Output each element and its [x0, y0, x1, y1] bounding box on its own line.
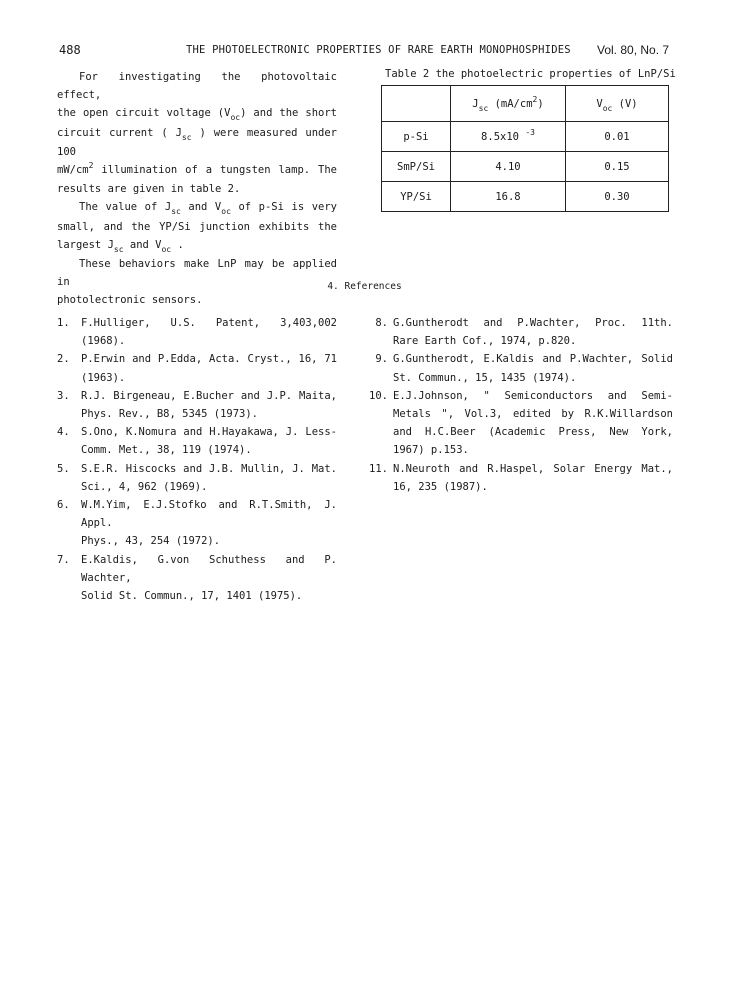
reference-number: 4.	[57, 426, 70, 439]
reference-line: 16, 235 (1987).	[393, 480, 488, 493]
subscript: oc	[230, 113, 241, 123]
cell-voc: 0.15	[566, 152, 669, 182]
text-line	[57, 104, 337, 123]
text-run: V	[596, 97, 603, 110]
reference-line: (1963).	[81, 371, 126, 384]
cell-jsc	[451, 122, 566, 152]
page-number: 488	[59, 43, 81, 57]
text-run: and V	[123, 238, 162, 251]
cell-jsc: 16.8	[451, 182, 566, 212]
text-line	[57, 124, 337, 161]
reference-item	[57, 387, 337, 423]
subscript: oc	[602, 103, 613, 113]
reference-line: N.Neuroth and R.Haspel, Solar Energy Mat.,	[393, 462, 673, 475]
cell-voc: 0.01	[566, 122, 669, 152]
text-run: results are given in table 2.	[57, 183, 241, 196]
reference-line: W.M.Yim, E.J.Stofko and R.T.Smith, J. Appl.	[81, 499, 337, 530]
text-run: ) were measured under 100	[57, 126, 338, 158]
subscript: sc	[113, 244, 124, 254]
reference-line: St. Commun., 15, 1435 (1974).	[393, 371, 577, 384]
text-line	[57, 218, 337, 236]
header-cell-jsc	[451, 86, 566, 122]
reference-item	[367, 387, 673, 460]
header-cell-voc	[566, 86, 669, 122]
text-run: (mA/cm	[488, 97, 533, 110]
reference-line: 1967) p.153.	[393, 444, 469, 457]
text-line	[57, 291, 337, 309]
reference-line: Comm. Met., 38, 119 (1974).	[81, 444, 252, 457]
text-run: )	[537, 97, 544, 110]
text-run: 8.5x10	[481, 130, 519, 143]
table-caption: Table 2 the photoelectric properties of LnP/Si	[385, 68, 676, 80]
reference-line: S.Ono, K.Nomura and H.Hayakawa, J. Less-	[81, 426, 337, 439]
reference-number: 7.	[57, 553, 70, 566]
reference-number: 1.	[57, 317, 70, 329]
reference-item	[57, 423, 337, 459]
reference-number: 6.	[57, 499, 70, 512]
reference-line: G.Guntherodt and P.Wachter, Proc. 11th.	[393, 317, 673, 329]
body-text	[57, 68, 337, 310]
subscript: oc	[221, 207, 231, 217]
reference-line: G.Guntherodt, E.Kaldis and P.Wachter, Solid	[393, 353, 673, 366]
properties-table	[381, 85, 669, 212]
running-title: THE PHOTOELECTRONIC PROPERTIES OF RARE EARTH MONOPHOSPHIDES	[186, 44, 571, 56]
text-line	[57, 236, 337, 255]
references-heading: 4. References	[327, 281, 402, 292]
text-run: photolectronic sensors.	[57, 294, 203, 307]
volume-number: Vol. 80, No. 7	[597, 43, 670, 57]
table-row	[382, 122, 669, 152]
cell-sample: SmP/Si	[382, 152, 451, 182]
references-list-right	[367, 314, 673, 496]
text-run: J	[472, 97, 479, 110]
reference-line: Phys., 43, 254 (1972).	[81, 535, 221, 548]
cell-voc: 0.30	[566, 182, 669, 212]
text-run: circuit current ( J	[57, 126, 182, 139]
text-run: mW/cm	[57, 164, 89, 177]
text-run: (V)	[612, 97, 638, 110]
reference-item	[57, 551, 337, 606]
reference-item	[367, 460, 673, 496]
cell-sample: p-Si	[382, 122, 451, 152]
references-list-left	[57, 314, 337, 605]
reference-number: 3.	[57, 389, 70, 402]
header-cell-empty	[382, 86, 451, 122]
paragraph-values	[57, 198, 337, 255]
text-run: The value of J	[79, 201, 172, 214]
reference-number: 9.	[375, 353, 388, 366]
text-line	[57, 68, 337, 104]
reference-line: Metals ", Vol.3, edited by R.K.Willardson	[393, 408, 673, 421]
reference-item	[57, 496, 337, 551]
reference-line: E.Kaldis, G.von Schuthess and P. Wachter,	[81, 553, 337, 584]
cell-jsc: 4.10	[451, 152, 566, 182]
text-line	[57, 180, 337, 198]
running-header	[0, 43, 729, 61]
superscript: 2	[532, 94, 538, 104]
table-row	[382, 182, 669, 212]
text-line	[57, 198, 337, 217]
paragraph-photovoltaic	[57, 68, 337, 198]
text-run: ) and the short	[240, 107, 337, 120]
reference-item	[367, 350, 673, 386]
reference-item	[367, 314, 673, 350]
text-run: of p-Si is very	[230, 201, 337, 214]
subscript: oc	[161, 244, 172, 254]
reference-number: 5.	[57, 462, 70, 475]
superscript: 2	[88, 161, 94, 171]
text-run: largest J	[57, 238, 114, 251]
reference-item	[57, 460, 337, 496]
text-run: For investigating the photovoltaic effect,	[57, 71, 337, 102]
subscript: sc	[181, 132, 192, 142]
reference-line: E.J.Johnson, " Semiconductors and Semi-	[393, 389, 673, 402]
subscript: sc	[478, 103, 489, 113]
reference-number: 2.	[57, 353, 70, 366]
text-run: illumination of a tungsten lamp. The	[93, 164, 337, 177]
table-row	[382, 152, 669, 182]
reference-line: S.E.R. Hiscocks and J.B. Mullin, J. Mat.	[81, 462, 337, 475]
reference-line: Phys. Rev., B8, 5345 (1973).	[81, 408, 259, 421]
reference-line: F.Hulliger, U.S. Patent, 3,403,002 (1968).	[81, 317, 337, 348]
text-run: .	[171, 238, 184, 251]
reference-item	[57, 350, 337, 386]
reference-number: 11.	[369, 462, 388, 475]
text-run: These behaviors make LnP may be applied in	[57, 258, 337, 289]
reference-number: 10.	[369, 389, 388, 402]
cell-sample: YP/Si	[382, 182, 451, 212]
reference-number: 8.	[375, 317, 388, 329]
text-run: small, and the YP/Si junction exhibits the	[57, 220, 337, 233]
subscript: sc	[171, 207, 181, 217]
reference-line: Sci., 4, 962 (1969).	[81, 480, 208, 493]
reference-line: Rare Earth Cof., 1974, p.820.	[393, 335, 577, 348]
superscript: -3	[525, 127, 535, 137]
reference-line: R.J. Birgeneau, E.Bucher and J.P. Maita,	[81, 389, 337, 402]
table-header-row	[382, 86, 669, 122]
text-line	[57, 161, 337, 180]
reference-line: Solid St. Commun., 17, 1401 (1975).	[81, 590, 303, 603]
reference-line: and H.C.Beer (Academic Press, New York,	[393, 426, 673, 439]
text-run: and V	[180, 201, 222, 214]
reference-line: P.Erwin and P.Edda, Acta. Cryst., 16, 71	[81, 353, 337, 366]
reference-item	[57, 314, 337, 350]
text-run: the open circuit voltage (V	[57, 107, 231, 120]
